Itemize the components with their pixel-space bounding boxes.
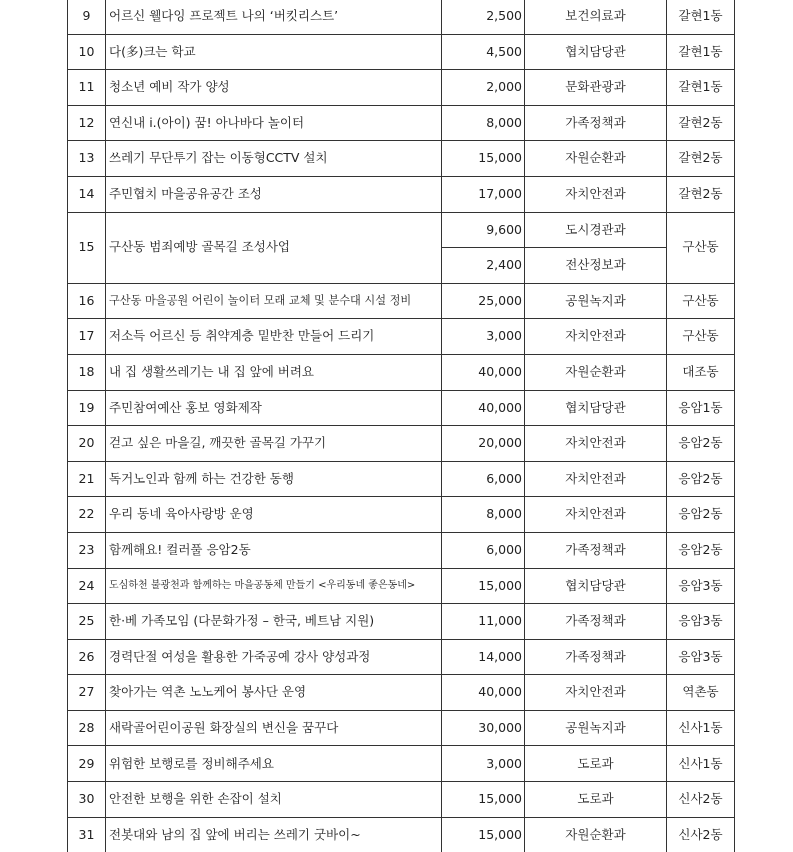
budget-amount: 15,000 <box>442 817 525 852</box>
district: 신사2동 <box>667 817 735 852</box>
department: 자치안전과 <box>525 675 667 711</box>
district: 응암3동 <box>667 604 735 640</box>
district: 응암1동 <box>667 390 735 426</box>
row-number: 9 <box>68 0 106 34</box>
department-secondary: 전산정보과 <box>525 248 667 284</box>
table-row <box>68 461 735 497</box>
row-number: 10 <box>68 34 106 70</box>
budget-amount: 20,000 <box>442 426 525 462</box>
department: 가족정책과 <box>525 639 667 675</box>
budget-amount: 15,000 <box>442 568 525 604</box>
budget-amount: 6,000 <box>442 532 525 568</box>
project-name: 연신내 i.(아이) 꿈! 아나바다 놀이터 <box>106 105 442 141</box>
table-row <box>68 746 735 782</box>
project-name: 걷고 싶은 마을길, 깨끗한 골목길 가꾸기 <box>106 426 442 462</box>
row-number: 21 <box>68 461 106 497</box>
row-number: 23 <box>68 532 106 568</box>
department: 도로과 <box>525 782 667 818</box>
budget-projects-table <box>67 0 735 852</box>
table-row <box>68 497 735 533</box>
project-name: 쓰레기 무단투기 잡는 이동형CCTV 설치 <box>106 141 442 177</box>
row-number: 18 <box>68 354 106 390</box>
table-row <box>68 817 735 852</box>
district: 응암2동 <box>667 532 735 568</box>
department: 자치안전과 <box>525 497 667 533</box>
district: 응암2동 <box>667 497 735 533</box>
table-row <box>68 105 735 141</box>
district: 갈현1동 <box>667 70 735 106</box>
table-row <box>68 141 735 177</box>
department: 공원녹지과 <box>525 283 667 319</box>
project-name: 구산동 마을공원 어린이 놀이터 모래 교체 및 분수대 시설 정비 <box>106 283 442 319</box>
table-row <box>68 319 735 355</box>
row-number: 27 <box>68 675 106 711</box>
department: 자원순환과 <box>525 141 667 177</box>
department: 자치안전과 <box>525 176 667 212</box>
table-row <box>68 283 735 319</box>
table-row <box>68 639 735 675</box>
table-row <box>68 710 735 746</box>
district: 갈현1동 <box>667 34 735 70</box>
district: 갈현2동 <box>667 141 735 177</box>
row-number: 11 <box>68 70 106 106</box>
row-number: 14 <box>68 176 106 212</box>
project-name: 독거노인과 함께 하는 건강한 동행 <box>106 461 442 497</box>
project-name: 청소년 예비 작가 양성 <box>106 70 442 106</box>
budget-amount: 15,000 <box>442 782 525 818</box>
row-number: 31 <box>68 817 106 852</box>
budget-amount: 9,600 <box>442 212 525 248</box>
department: 자원순환과 <box>525 354 667 390</box>
project-name: 구산동 범죄예방 골목길 조성사업 <box>106 212 442 283</box>
project-name: 한·베 가족모임 (다문화가정 – 한국, 베트남 지원) <box>106 604 442 640</box>
table-row <box>68 782 735 818</box>
project-name: 위험한 보행로를 정비해주세요 <box>106 746 442 782</box>
department: 가족정책과 <box>525 532 667 568</box>
budget-amount: 15,000 <box>442 141 525 177</box>
table-row <box>68 532 735 568</box>
district: 신사1동 <box>667 746 735 782</box>
district: 응암3동 <box>667 568 735 604</box>
district: 응암3동 <box>667 639 735 675</box>
row-number: 22 <box>68 497 106 533</box>
budget-amount: 14,000 <box>442 639 525 675</box>
department: 자치안전과 <box>525 461 667 497</box>
table-row <box>68 390 735 426</box>
district: 응암2동 <box>667 461 735 497</box>
budget-amount: 25,000 <box>442 283 525 319</box>
district: 구산동 <box>667 283 735 319</box>
row-number: 13 <box>68 141 106 177</box>
budget-amount: 17,000 <box>442 176 525 212</box>
project-name: 새락골어린이공원 화장실의 변신을 꿈꾸다 <box>106 710 442 746</box>
table-row <box>68 675 735 711</box>
project-name: 도심하천 불광천과 함께하는 마을공동체 만들기 <우리동네 좋은동네> <box>106 568 442 604</box>
project-name: 안전한 보행을 위한 손잡이 설치 <box>106 782 442 818</box>
district: 갈현2동 <box>667 176 735 212</box>
district: 갈현1동 <box>667 0 735 34</box>
project-name: 찾아가는 역촌 노노케어 봉사단 운영 <box>106 675 442 711</box>
budget-amount: 2,000 <box>442 70 525 106</box>
table-row <box>68 176 735 212</box>
department: 가족정책과 <box>525 604 667 640</box>
table-row <box>68 212 735 248</box>
row-number: 16 <box>68 283 106 319</box>
row-number: 17 <box>68 319 106 355</box>
budget-amount: 40,000 <box>442 354 525 390</box>
budget-amount: 6,000 <box>442 461 525 497</box>
budget-amount: 40,000 <box>442 390 525 426</box>
row-number: 29 <box>68 746 106 782</box>
department: 자치안전과 <box>525 426 667 462</box>
district: 역촌동 <box>667 675 735 711</box>
department: 협치담당관 <box>525 34 667 70</box>
table-row <box>68 0 735 34</box>
department: 가족정책과 <box>525 105 667 141</box>
row-number: 28 <box>68 710 106 746</box>
department: 협치담당관 <box>525 568 667 604</box>
budget-amount: 3,000 <box>442 319 525 355</box>
district: 응암2동 <box>667 426 735 462</box>
budget-amount: 4,500 <box>442 34 525 70</box>
department: 도로과 <box>525 746 667 782</box>
department: 도시경관과 <box>525 212 667 248</box>
district: 신사1동 <box>667 710 735 746</box>
table-row <box>68 568 735 604</box>
project-name: 전봇대와 남의 집 앞에 버리는 쓰레기 굿바이~ <box>106 817 442 852</box>
project-name: 우리 동네 육아사랑방 운영 <box>106 497 442 533</box>
department: 협치담당관 <box>525 390 667 426</box>
budget-amount: 8,000 <box>442 497 525 533</box>
table-row <box>68 604 735 640</box>
table-row <box>68 34 735 70</box>
table-row <box>68 354 735 390</box>
row-number: 30 <box>68 782 106 818</box>
row-number: 20 <box>68 426 106 462</box>
project-name: 함께해요! 컬러풀 응암2동 <box>106 532 442 568</box>
project-name: 다(多)크는 학교 <box>106 34 442 70</box>
department: 보건의료과 <box>525 0 667 34</box>
district: 구산동 <box>667 212 735 283</box>
budget-amount: 2,500 <box>442 0 525 34</box>
budget-amount: 8,000 <box>442 105 525 141</box>
row-number: 26 <box>68 639 106 675</box>
row-number: 25 <box>68 604 106 640</box>
table-row <box>68 70 735 106</box>
table-row <box>68 426 735 462</box>
row-number: 24 <box>68 568 106 604</box>
budget-amount: 11,000 <box>442 604 525 640</box>
row-number: 15 <box>68 212 106 283</box>
department: 공원녹지과 <box>525 710 667 746</box>
budget-amount: 3,000 <box>442 746 525 782</box>
district: 갈현2동 <box>667 105 735 141</box>
row-number: 19 <box>68 390 106 426</box>
project-name: 경력단절 여성을 활용한 가죽공예 강사 양성과정 <box>106 639 442 675</box>
project-name: 주민협치 마을공유공간 조성 <box>106 176 442 212</box>
department: 자치안전과 <box>525 319 667 355</box>
project-name: 어르신 웰다잉 프로젝트 나의 ‘버킷리스트’ <box>106 0 442 34</box>
district: 구산동 <box>667 319 735 355</box>
department: 자원순환과 <box>525 817 667 852</box>
project-name: 주민참여예산 홍보 영화제작 <box>106 390 442 426</box>
budget-amount: 30,000 <box>442 710 525 746</box>
department: 문화관광과 <box>525 70 667 106</box>
project-name: 내 집 생활쓰레기는 내 집 앞에 버려요 <box>106 354 442 390</box>
row-number: 12 <box>68 105 106 141</box>
district: 신사2동 <box>667 782 735 818</box>
budget-amount: 40,000 <box>442 675 525 711</box>
budget-amount-secondary: 2,400 <box>442 248 525 284</box>
district: 대조동 <box>667 354 735 390</box>
project-name: 저소득 어르신 등 취약계층 밑반찬 만들어 드리기 <box>106 319 442 355</box>
